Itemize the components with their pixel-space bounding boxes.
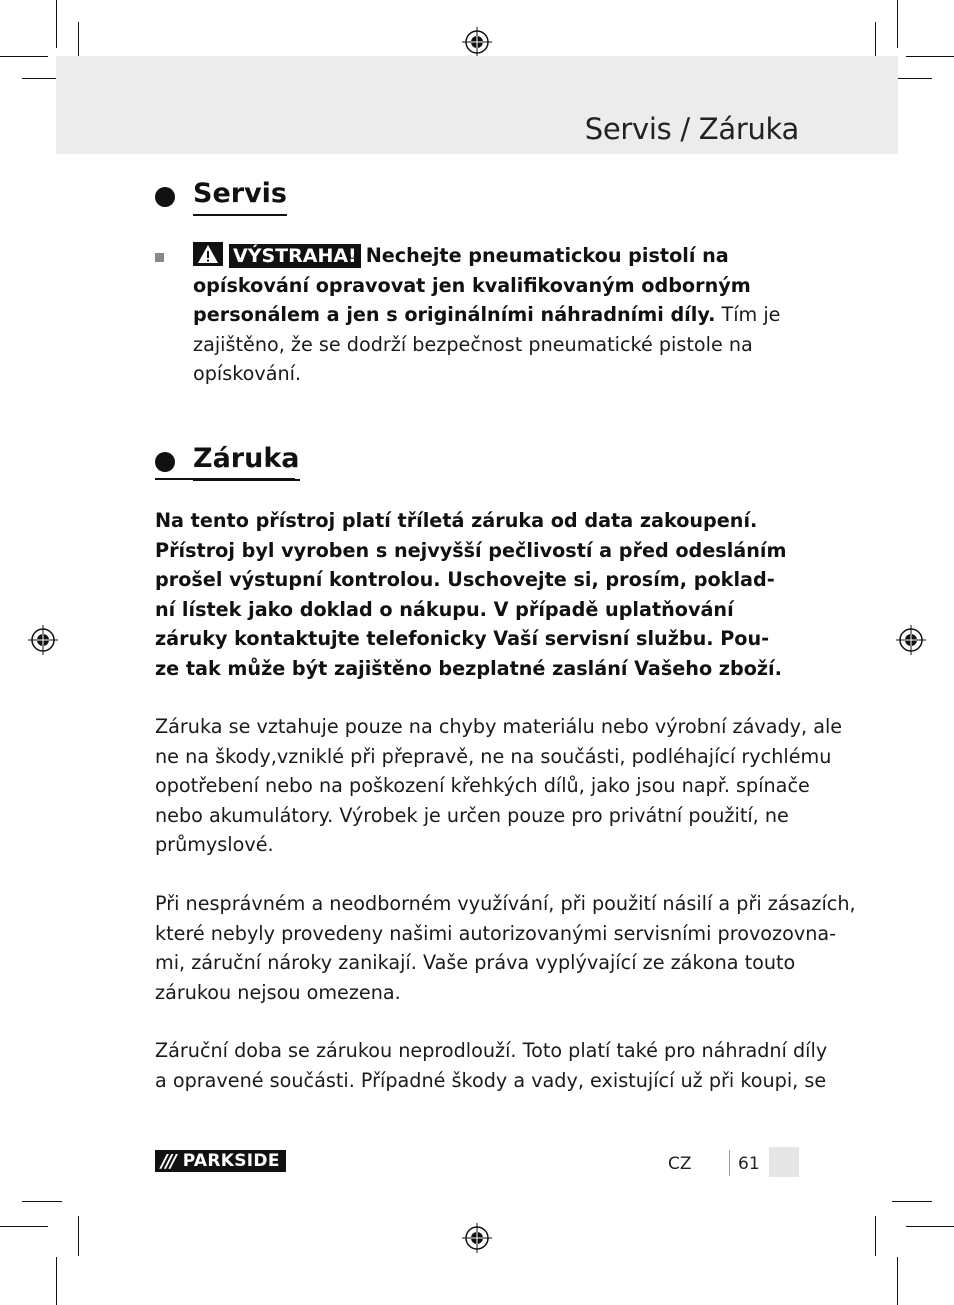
text-line: Na tento přístroj platí tříletá záruka od data zakoupení. bbox=[155, 509, 758, 532]
crop-mark bbox=[78, 1216, 79, 1256]
crop-mark bbox=[897, 1257, 898, 1305]
text-line: mi, záruční nároky zanikají. Vaše práva vyplývající ze zákona touto bbox=[155, 951, 796, 975]
warranty-paragraph bbox=[155, 712, 843, 860]
registration-mark-icon bbox=[28, 625, 58, 655]
brand-name: PARKSIDE bbox=[182, 1151, 280, 1171]
text-line: průmyslové. bbox=[155, 833, 274, 857]
filled-circle-icon bbox=[155, 187, 175, 207]
text-line: které nebyly provedeny našimi autorizovanými servisními provozovna- bbox=[155, 921, 837, 945]
crop-mark bbox=[892, 1201, 932, 1202]
registration-mark-icon bbox=[462, 1223, 492, 1253]
parkside-logo bbox=[155, 1150, 286, 1172]
warning-item bbox=[193, 241, 805, 389]
text-line: prošel výstupní kontrolou. Uschovejte si, prosím, poklad- bbox=[155, 568, 775, 592]
crop-mark bbox=[906, 56, 954, 57]
registration-mark-icon bbox=[462, 27, 492, 57]
warning-triangle-icon bbox=[193, 242, 223, 266]
section-title: Záruka bbox=[193, 443, 300, 481]
warranty-paragraph bbox=[155, 889, 856, 1007]
crop-mark bbox=[22, 1201, 62, 1202]
text-line: ne na škody,vzniklé při přepravě, ne na součásti, podléhající rychlému bbox=[155, 744, 832, 768]
warranty-paragraph bbox=[155, 1036, 828, 1095]
text-line: nebo akumulátory. Výrobek je určen pouze pro privátní použití, ne bbox=[155, 803, 789, 827]
text-line: záruky kontaktujte telefonicky Vaší servisní službu. Pou- bbox=[155, 627, 770, 651]
crop-mark bbox=[56, 1257, 57, 1305]
text-line: Záruka se vztahuje pouze na chyby materiálu nebo výrobní závady, ale bbox=[155, 715, 843, 738]
heading-rule bbox=[155, 478, 295, 480]
footer-tab-box bbox=[769, 1147, 799, 1177]
registration-mark-icon bbox=[896, 625, 926, 655]
text-line: Záruční doba se zárukou neprodlouží. Toto platí také pro náhradní díly bbox=[155, 1039, 828, 1062]
text-line: zárukou nejsou omezena. bbox=[155, 980, 401, 1004]
crop-mark bbox=[0, 1226, 48, 1227]
crop-mark bbox=[0, 56, 48, 57]
list-bullet-icon bbox=[155, 253, 164, 262]
text-line: Přístroj byl vyroben s nejvyšší pečlivostí a před odesláním bbox=[155, 538, 787, 562]
section-title: Servis bbox=[193, 178, 287, 216]
warning-text: Tím je zajištěno, že se dodrží bezpečnost pneumatické pistole na opískování. bbox=[193, 303, 781, 386]
page-number: 61 bbox=[738, 1154, 760, 1174]
filled-circle-icon bbox=[155, 452, 175, 472]
warning-label: VÝSTRAHA! bbox=[229, 244, 361, 268]
language-code: CZ bbox=[668, 1154, 692, 1174]
section-heading-zaruka bbox=[155, 443, 300, 481]
text-line: Při nesprávném a neodborném využívání, při použití násilí a při zásazích, bbox=[155, 892, 856, 915]
crop-mark bbox=[892, 78, 932, 79]
text-line: a opravené součásti. Případné škody a vady, existující už při koupi, se bbox=[155, 1068, 827, 1092]
text-line: opotřebení nebo na poškození křehkých dílů, jako jsou např. spínače bbox=[155, 774, 810, 798]
crop-mark bbox=[875, 1216, 876, 1256]
text-line: ze tak může být zajištěno bezplatné zaslání Vašeho zboží. bbox=[155, 656, 782, 680]
text-line: ní lístek jako doklad o nákupu. V případě uplatňování bbox=[155, 597, 734, 621]
crop-mark bbox=[897, 0, 898, 48]
page-title: Servis / Záruka bbox=[584, 112, 799, 146]
section-heading-servis bbox=[155, 178, 287, 216]
crop-mark bbox=[56, 0, 57, 48]
warning-bold-text: Nechejte pneumatickou pistolí na opískování opravovat jen kvalifikovaným odborným personálem a jen s originálními náhradními díly. bbox=[193, 244, 751, 327]
crop-mark bbox=[906, 1226, 954, 1227]
brand-stripes: /// bbox=[161, 1150, 175, 1172]
footer-divider bbox=[729, 1150, 730, 1176]
warranty-intro bbox=[155, 506, 805, 684]
